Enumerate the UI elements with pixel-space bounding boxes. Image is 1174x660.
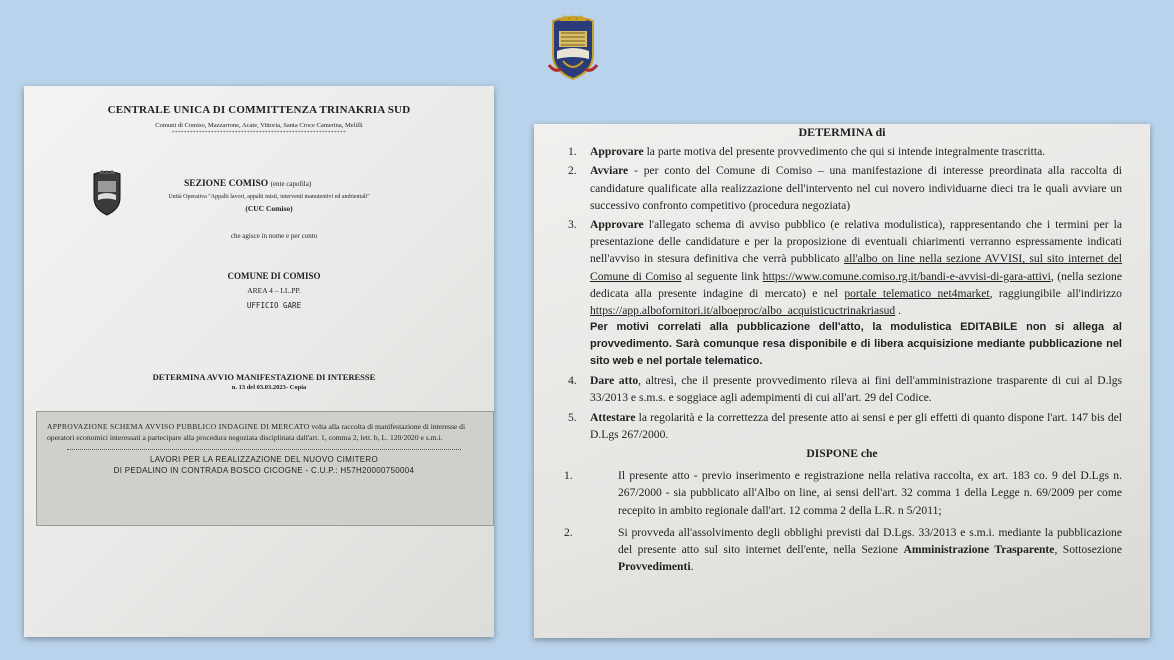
- albo-online-link[interactable]: all'albo on line nella sezione AVVISI, sul sito internet del Comune di Comiso: [590, 252, 1122, 283]
- section-title: SEZIONE COMISO (ente capofila): [184, 179, 312, 189]
- cuc-label: (CUC Comiso): [245, 204, 293, 213]
- list-item: 5. Attestare la regolarità e la correttezza del presente atto ai sensi e per gli effetti di quanto dispone l'art. 147 bis del D.Lgs 267/2000.: [568, 410, 1122, 441]
- subject-box: [36, 411, 494, 526]
- acts-on-behalf-text: che agisce in nome e per conto: [230, 232, 318, 240]
- determina-number: n. 13 del 03.03.2023- Copia: [231, 384, 307, 391]
- box-divider: [67, 449, 461, 450]
- section-note: (ente capofila): [270, 180, 312, 188]
- list-item: 3. Approvare l'allegato schema di avviso pubblico (e relativa modulistica), rappresentando che i termini per la presentazione delle candidature e per la proposizione di eventuali chiarimenti verranno espressamente indicati nell'avviso in stesura definitiva che verrà pubblicato all'albo on line nella sezione AVVISI, sul sito internet del Comune di Comiso al seguente link https://www.comune.comiso.rg.it/bandi-e-avvisi-di-gara-attivi, (nella sezione dedicata alla presente indagine di mercato) e nel portale telematico net4market, raggiungibile all'indirizzo https://app.albofornitori.it/alboeproc/albo_acquisticuctrinakriasud .: [568, 218, 1122, 318]
- area-label: AREA 4 – LL.PP.: [247, 286, 301, 295]
- dispone-heading: DISPONE che: [806, 447, 878, 461]
- albofornitori-link[interactable]: https://app.albofornitori.it/alboeproc/albo_acquisticuctrinakriasud: [590, 304, 896, 318]
- office-label: UFFICIO GARE: [246, 301, 302, 310]
- municipality-name: COMUNE DI COMISO: [227, 271, 321, 281]
- list-item: 2. Si provveda all'assolvimento degli obblighi previsti dal D.Lgs. 33/2013 e s.m.i. mediante la pubblicazione del presente atto sul sito internet dell'ente, nella Sezione Amministrazione Trasparente, Sottosezione Provvedimenti.: [564, 525, 1122, 574]
- determina-body: [562, 124, 1122, 575]
- list-item: 4. Dare atto, altresì, che il presente provvedimento rileva ai fini dell'amministrazione trasparente di cui al D.lgs 33/2013 e s.m.s. e soggiace agli adempimenti di cui all'art. 29 del Codice.: [568, 374, 1123, 405]
- header-subtitle: Comuni di Comiso, Mazzarrone, Acate, Vittoria, Santa Croce Camerina, Melilli: [155, 122, 363, 129]
- comune-website-link[interactable]: https://www.comune.comiso.rg.it/bandi-e-avvisi-di-gara-attivi: [762, 269, 1051, 283]
- list-item: 1. Il presente atto - previo inserimento e registrazione nella relativa raccolta, ex art. 183 co. 9 del D.Lgs n. 267/2000 - sia pubblicato all'Albo on line, ai sensi dell'art. 32 comma 1 della Legge n. 69/2009 per come recepito in ambito regionale dall'art. 12 comma 2 della L.R. n 5/2011;: [564, 469, 1122, 517]
- header-divider: **********************************************************: [172, 131, 346, 136]
- operating-unit: Unità Operativa "Appalti lavori, appalti misti, interventi manutentivi ed ambientali": [168, 194, 370, 200]
- determina-title: DETERMINA AVVIO MANIFESTAZIONE DI INTERESSE: [152, 372, 376, 382]
- works-title: LAVORI PER LA REALIZZAZIONE DEL NUOVO CIMITERO DI PEDALINO IN CONTRADA BOSCO CICOGNE - C.U.P.: H57H20000750004: [113, 455, 415, 475]
- determina-heading: DETERMINA di: [798, 125, 886, 139]
- editable-forms-note: Per motivi correlati alla pubblicazione dell'atto, la modulistica EDITABILE non si allega al provvedimento. Sarà comunque resa disponibile e di libera acquisizione mediante pubblicazione nel sito web e nel portale telematico.: [590, 321, 1122, 368]
- subject-text: APPROVAZIONE SCHEMA AVVISO PUBBLICO INDAGINE DI MERCATO volta alla raccolta di manifestazione di interesse di operatori economici interessati a partecipare alla procedura negoziata disciplinata dall'art. 1, comma 2, lett. b, L. 120/2020 e s.m.i.: [47, 422, 466, 442]
- comiso-crest-icon: [547, 15, 599, 81]
- net4market-link[interactable]: portale telematico net4market: [844, 286, 990, 300]
- list-item: 1. Approvare la parte motiva del presente provvedimento che qui si intende integralmente trascritta.: [568, 145, 1046, 159]
- list-item: 2. Avviare - per conto del Comune di Comiso – una manifestazione di interesse preordinata alla raccolta di candidature qualificate alla realizzazione dell'intervento nel cui novero individuarne dieci tra le quali avviare un successivo confronto competitivo (procedura negoziata): [568, 164, 1122, 212]
- header-title: CENTRALE UNICA DI COMMITTENZA TRINAKRIA SUD: [107, 104, 411, 116]
- left-document-page: [24, 86, 494, 637]
- right-document-page: [534, 124, 1150, 638]
